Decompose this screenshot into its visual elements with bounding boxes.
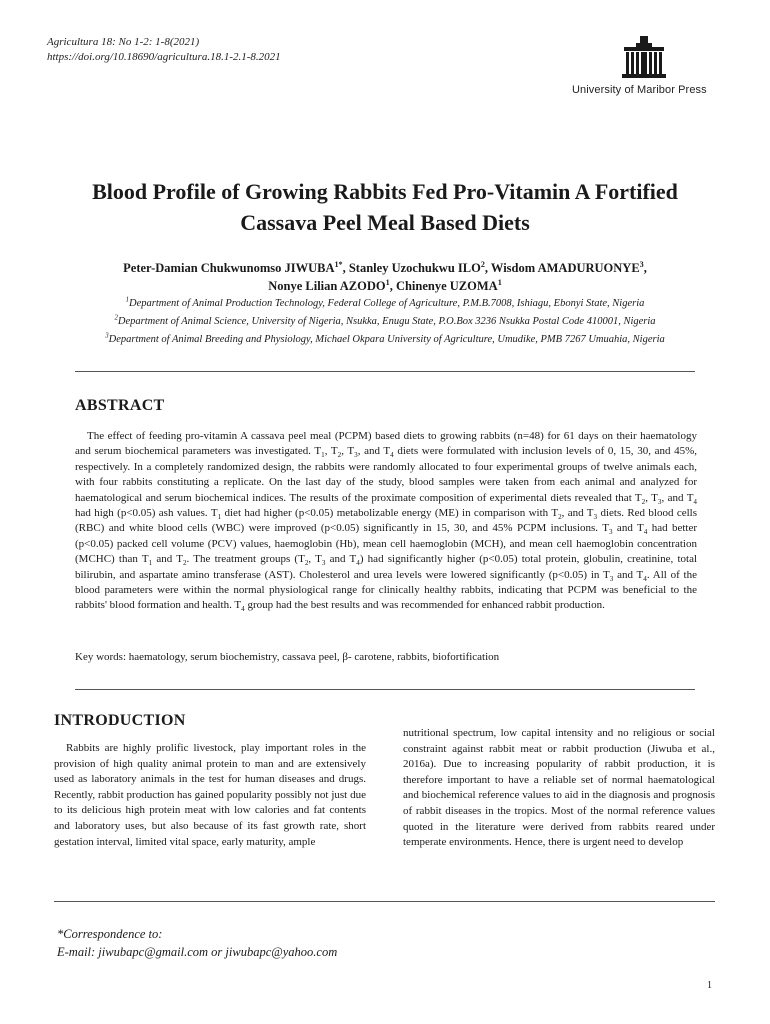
correspondence-label: *Correspondence to: <box>57 927 163 941</box>
affiliations <box>40 295 730 349</box>
author-line-2 <box>40 277 730 295</box>
author-sup: 1 <box>497 277 502 287</box>
author-sup: 1* <box>334 259 343 269</box>
journal-citation: Agricultura 18: No 1-2: 1-8(2021) <box>47 36 200 48</box>
abstract-text: The effect of feeding pro-vitamin A cassava peel meal (PCPM) based diets to growing rabbits (n=48) for 61 days on their haematology and serum biochemical parameters was investigated. $T_1$, $T_2$, $T_3$, and $T_4$ diets were formulated with inclusion levels of 0, 15, 30, and 45%, respectively. In a completely randomized design, the rabbits were randomly allocated to four experimental groups of twelve animals each, with four rabbits constituting a replicate. On the last day of the study, blood samples were taken from each animal and analyzed for haematological and serum biochemical indices. The results of the proximate composition of experimental diets revealed that $T_2$, $T_3$, and $T_4$ had high (p<0.05) ash values. $T_1$ diet had higher (p<0.05) metabolizable energy (ME) in comparison with $T_2$, and $T_3$ diets. Red blood cells (RBC) and white blood cells (WBC) were improved (p<0.05) significantly in 15, 30, and 45% PCPM inclusions. $T_3$ and $T_4$ had better (p<0.05) packed cell volume (PCV) values, haemoglobin (Hb), mean cell haemoglobin (MCH), and mean cell haemoglobin concentration (MCHC) than $T_1$ and $T_2$. The treatment groups ($T_2$, $T_3$ and $T_4$) had significantly higher (p<0.05) total protein, globulin, creatinine, total bilirubin, and aspartate amino transferase (AST). Cholesterol and urea levels were lowered significantly (p<0.05) in $T_3$ and $T_4$. All of the blood parameters were within the normal physiological range for clinically healthy rabbits, indicating that PCPM was beneficial to the rabbits' blood formation and health. $T_4$ group had the best results and was recommended for enhanced rabbit production. <box>75 430 698 614</box>
author-list <box>40 259 730 295</box>
author-separator: , <box>643 261 647 275</box>
author-line-1 <box>40 259 730 277</box>
affiliation-text: Department of Animal Breeding and Physiology, Michael Okpara University of Agriculture, Umudike, PMB 7267 Umuahia, Nigeria <box>108 334 665 345</box>
author-name: Nonye Lilian AZODO <box>268 279 386 293</box>
author-name: , Wisdom AMADURUONYE <box>484 261 640 275</box>
affiliation-text: Department of Animal Production Technology, Federal College of Agriculture, P.M.B.7008, Ishiagu, Ebonyi State, Nigeria <box>129 298 645 309</box>
affiliation-1 <box>40 295 730 313</box>
introduction-heading: INTRODUCTION <box>54 712 186 729</box>
publisher-name: University of Maribor Press <box>572 84 707 96</box>
affiliation-sup: 1 <box>125 296 130 304</box>
author-name: , Stanley Uzochukwu ILO <box>342 261 481 275</box>
introduction-right-column: nutritional spectrum, low capital intensity and no religious or social constraint against rabbit meat or rabbit production (Jiwuba et al., 2016a). Due to increasing popularity of rabbit production, it is therefore important to have a reliable set of normal haematological and biochemical reference values to aid in the diagnosis and prognosis of rabbit diseases in the tropics. Most of the normal reference values quoted in the literature were derived from rabbits reared under temperate environments. Hence, there is urgent need to develop <box>403 727 715 849</box>
affiliation-sup: 2 <box>114 314 118 322</box>
affiliation-sup: 3 <box>105 332 109 340</box>
author-name: , Chinenye UZOMA <box>389 279 498 293</box>
author-name: Peter-Damian Chukwunomso JIWUBA <box>123 261 335 275</box>
abstract-heading: ABSTRACT <box>75 397 165 414</box>
publisher-logo <box>572 36 717 98</box>
page-number: 1 <box>707 980 712 991</box>
affiliation-text: Department of Animal Science, University of Nigeria, Nsukka, Enugu State, P.O.Box 3236 Nsukka Postal Code 410001, Nigeria <box>117 316 656 327</box>
title-line-2: Cassava Peel Meal Based Diets <box>240 210 530 235</box>
author-sup: 3 <box>639 259 644 269</box>
title-line-1: Blood Profile of Growing Rabbits Fed Pro-Vitamin A Fortified <box>92 179 678 204</box>
footnote-divider <box>54 901 715 902</box>
divider <box>75 689 695 690</box>
journal-doi[interactable]: https://doi.org/10.18690/agricultura.18.1-2.1-8.2021 <box>47 51 281 63</box>
introduction-left-column: Rabbits are highly prolific livestock, play important roles in the provision of high quality animal protein to man and are extensively used as laboratory animals in the test for human diseases and drugs. Recently, rabbit production has gained popularity possibly not just due to its delicious high protein meat with low calories and fat contents and laboratory uses, but also because of its fast growth rate, short gestation interval, limited vital space, early maturity, ample <box>54 742 366 848</box>
author-sup: 2 <box>480 259 485 269</box>
divider <box>75 371 695 372</box>
paper-title <box>40 176 730 238</box>
affiliation-3 <box>40 331 730 349</box>
keywords: Key words: haematology, serum biochemistry, cassava peel, β- carotene, rabbits, biofortification <box>75 651 500 663</box>
journal-header <box>47 35 281 65</box>
author-sup: 1 <box>385 277 390 287</box>
correspondence-email[interactable]: E-mail: jiwubapc@gmail.com or jiwubapc@yahoo.com <box>57 945 338 959</box>
correspondence <box>57 925 337 961</box>
affiliation-2 <box>40 313 730 331</box>
building-columns-icon <box>620 36 668 82</box>
